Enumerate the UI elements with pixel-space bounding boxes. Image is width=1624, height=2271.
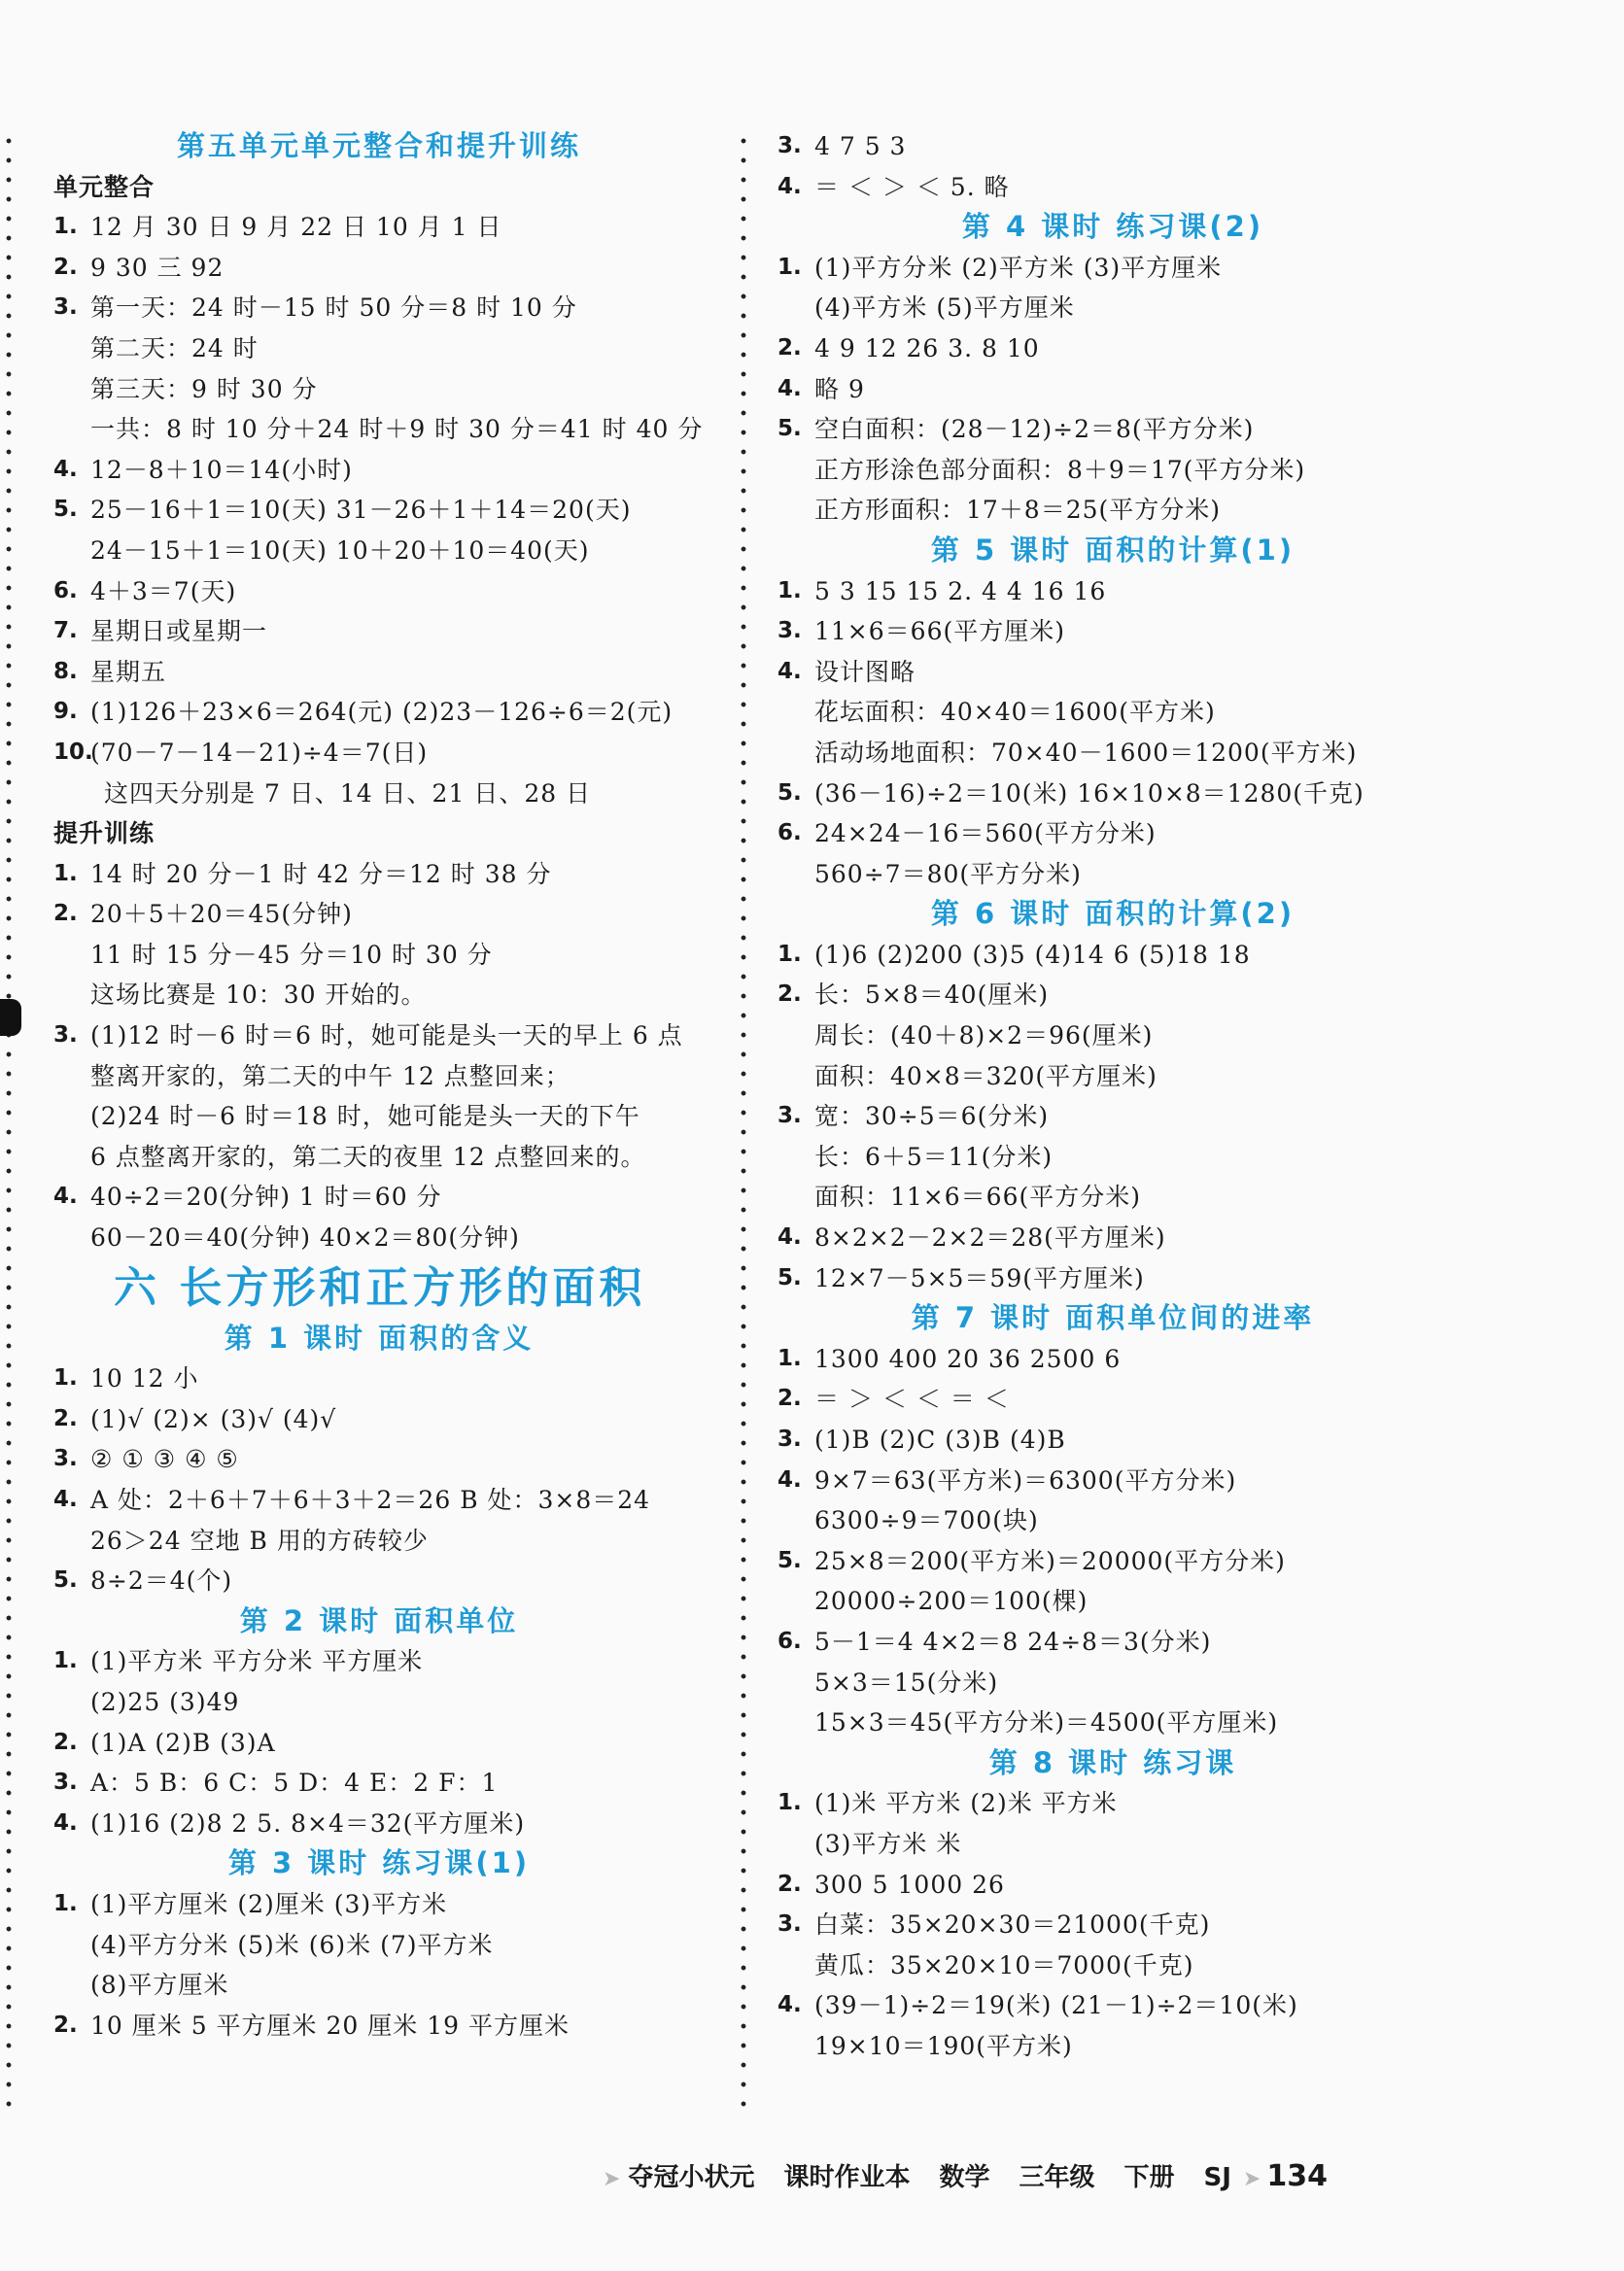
answer-text: 4 9 12 26 3. 8 10 [814,333,1040,362]
answer-line [777,369,1448,410]
answer-text: 300 5 1000 26 [814,1870,1005,1899]
answer-line [777,1339,1448,1380]
answer-line [777,733,1448,774]
answer-line [777,126,1448,167]
answer-text: 5－1＝4 4×2＝8 24÷8＝3(分米) [814,1627,1212,1656]
answer-line [53,1763,705,1804]
answer-text: 560÷7＝80(平方分米) [814,859,1082,888]
question-number: 2. [777,334,802,361]
lesson-title: 第 4 课时 练习课(2) [961,210,1264,244]
question-number: 4. [777,658,802,684]
answer-text: 略 9 [814,374,865,403]
answer-text: 11 时 15 分－45 分＝10 时 30 分 [90,940,493,969]
question-number: 5. [777,1547,802,1573]
answer-line [777,571,1448,612]
question-number: 3. [777,133,802,158]
answer-text: 长：6＋5＝11(分米) [814,1142,1054,1171]
answer-text: 15×3＝45(平方分米)＝4500(平方厘米) [814,1708,1279,1738]
answer-line [777,1622,1448,1663]
answer-line [777,1137,1448,1178]
section-heading: 提升训练 [53,819,155,848]
answer-text: 12－8＋10＝14(小时) [90,455,353,484]
answer-text: 第一天：24 时－15 时 50 分＝8 时 10 分 [90,293,577,323]
answer-line [777,1581,1448,1622]
answer-text: 面积：11×6＝66(平方分米) [814,1183,1141,1212]
answer-line [777,1500,1448,1541]
arrow-icon: ➤ [603,2167,621,2191]
answer-text: 这场比赛是 10：30 开始的。 [90,981,427,1010]
answer-text: 5×3＝15(分米) [814,1668,999,1697]
question-number: 3. [777,618,802,644]
answer-text: (1)平方厘米 (2)厘米 (3)平方米 [90,1889,448,1918]
footer-subject: 数学 [939,2163,990,2192]
question-number: 5. [777,1264,802,1290]
question-number: 1. [53,1365,78,1392]
answer-text: 14 时 20 分－1 时 42 分＝12 时 38 分 [90,859,552,888]
answer-text: (1)A (2)B (3)A [90,1728,276,1757]
arrow-icon: ➤ [1242,2167,1261,2191]
answer-line [777,1703,1448,1743]
answer-text: 第三天：9 时 30 分 [90,374,318,403]
question-number: 1. [777,941,802,967]
answer-text: ＝ ＞ ＜ ＜ ＝ ＜ [814,1385,1010,1414]
answer-line [777,167,1448,208]
answer-line [53,692,705,733]
question-number: 3. [777,1427,802,1452]
answer-line [777,1218,1448,1258]
question-number: 2. [53,1405,78,1431]
answer-line [53,531,705,571]
question-number: 1. [53,1890,78,1916]
question-number: 1. [53,1648,78,1674]
answer-line [53,409,705,450]
question-number: 1. [777,577,802,603]
answer-line [777,611,1448,652]
answer-text: 12×7－5×5＝59(平方厘米) [814,1263,1145,1292]
answer-text: 星期日或星期一 [90,617,268,646]
answer-text: (1)6 (2)200 (3)5 (4)14 6 (5)18 18 [814,940,1251,969]
question-number: 2. [53,254,78,280]
answer-text: (36－16)÷2＝10(米) 16×10×8＝1280(千克) [814,778,1365,808]
answer-text: 6 点整离开家的，第二天的夜里 12 点整回来的。 [90,1142,646,1171]
answer-text: (1)平方米 平方分米 平方厘米 [90,1647,424,1676]
answer-text: 设计图略 [814,657,916,686]
lesson-title: 第 1 课时 面积的含义 [224,1321,535,1355]
answer-line [777,1541,1448,1582]
answer-line [777,1461,1448,1501]
answer-text: (3)平方米 米 [814,1829,962,1858]
answer-line [53,774,705,814]
footer-volume: 下册 [1123,2163,1175,2192]
answer-text: (1)16 (2)8 2 5. 8×4＝32(平方厘米) [90,1808,526,1838]
answer-line [777,450,1448,491]
question-number: 2. [53,1729,78,1755]
answer-line [777,854,1448,895]
question-number: 3. [53,1022,78,1049]
answer-text: 白菜：35×20×30＝21000(千克) [814,1910,1211,1940]
answer-text: 11×6＝66(平方厘米) [814,617,1065,646]
question-number: 9. [53,699,78,725]
answer-line [53,450,705,491]
answer-text: 40÷2＝20(分钟) 1 时＝60 分 [90,1183,442,1212]
answer-text: (1)平方分米 (2)平方米 (3)平方厘米 [814,253,1223,282]
question-number: 5. [777,416,802,442]
question-number: 4. [777,1466,802,1493]
answer-text: 24×24－16＝560(平方分米) [814,819,1157,848]
answer-line [777,328,1448,369]
answer-text: 一共：8 时 10 分＋24 时＋9 时 30 分＝41 时 40 分 [90,415,704,444]
question-number: 6. [53,577,78,603]
answer-line [53,611,705,652]
answer-text: 正方形涂色部分面积：8＋9＝17(平方分米) [814,455,1306,484]
answer-text: 空白面积：(28－12)÷2＝8(平方分米) [814,415,1255,444]
answer-text: 20000÷200＝100(棵) [814,1587,1088,1616]
answer-text: (4)平方分米 (5)米 (6)米 (7)平方米 [90,1930,494,1959]
answer-text: ＝ ＜ ＞ ＜ 5. 略 [814,172,1010,201]
answer-text: (1)米 平方米 (2)米 平方米 [814,1789,1118,1818]
lesson-title: 第五单元单元整合和提升训练 [176,129,581,162]
answer-line [53,1015,705,1056]
question-number: 1. [777,1790,802,1816]
lesson-title: 第 2 课时 面积单位 [239,1603,519,1637]
question-number: 4. [53,1184,78,1210]
answer-text: 这四天分别是 7 日、14 日、21 日、28 日 [104,778,592,808]
answer-text: (1)126＋23×6＝264(元) (2)23－126÷6＝2(元) [90,698,674,727]
question-number: 6. [777,1628,802,1654]
chapter-title: 六 长方形和正方形的面积 [114,1262,646,1313]
answer-line [777,692,1448,733]
answer-text: 面积：40×8＝320(平方厘米) [814,1061,1158,1090]
answer-text: 25×8＝200(平方米)＝20000(平方分米) [814,1546,1286,1575]
answer-line [53,2006,705,2047]
answer-text: 4 7 5 3 [814,132,907,160]
answer-text: 9×7＝63(平方米)＝6300(平方分米) [814,1465,1237,1495]
answer-line [53,1177,705,1218]
lesson-title: 第 5 课时 面积的计算(1) [930,533,1296,567]
answer-line [777,774,1448,814]
question-number: 1. [777,1345,802,1371]
answer-line [777,652,1448,693]
question-number: 1. [53,860,78,886]
answer-line [777,490,1448,531]
footer-edition: SJ [1203,2163,1231,2192]
answer-text: 25－16＋1＝10(天) 31－26＋1＋14＝20(天) [90,496,632,525]
answer-text: 24－15＋1＝10(天) 10＋20＋10＝40(天) [90,535,590,565]
answer-text: 周长：(40＋8)×2＝96(厘米) [814,1021,1154,1050]
answer-text: (70－7－14－21)÷4＝7(日) [90,738,429,767]
question-number: 3. [777,1911,802,1938]
answer-line [777,1379,1448,1420]
answer-text: 8÷2＝4(个) [90,1566,233,1596]
answer-line [53,328,705,369]
answer-line [777,1783,1448,1824]
answer-text: 8×2×2－2×2＝28(平方厘米) [814,1223,1166,1253]
question-number: 2. [777,1871,802,1897]
question-number: 1. [53,214,78,240]
answer-line [777,1824,1448,1865]
question-number: 10. [53,739,93,765]
answer-line [777,1177,1448,1218]
lesson-title: 第 7 课时 面积单位间的进率 [911,1301,1315,1335]
question-number: 5. [53,1567,78,1594]
answer-line [777,1096,1448,1137]
question-number: 3. [53,1446,78,1472]
answer-line [777,288,1448,328]
footer-grade: 三年级 [1019,2163,1095,2192]
answer-text: 正方形面积：17＋8＝25(平方分米) [814,496,1222,525]
question-number: 4. [777,173,802,199]
answer-line [53,1439,705,1480]
answer-line [53,652,705,693]
question-number: 6. [777,820,802,846]
question-number: 2. [53,2012,78,2038]
answer-text: 黄瓜：35×20×10＝7000(千克) [814,1950,1194,1979]
answer-line [53,369,705,410]
binding-dots-middle [741,131,746,2114]
answer-line [53,1137,705,1178]
answer-line [53,1056,705,1097]
answer-line [777,409,1448,450]
answer-text: 12 月 30 日 9 月 22 日 10 月 1 日 [90,213,502,242]
answer-text: 5 3 15 15 2. 4 4 16 16 [814,576,1107,605]
answer-line [777,1905,1448,1945]
answer-text: 第二天：24 时 [90,333,259,362]
answer-text: (4)平方米 (5)平方厘米 [814,293,1075,323]
answer-text: 4＋3＝7(天) [90,576,237,605]
answer-text: 1300 400 20 36 2500 6 [814,1344,1122,1373]
answer-line [53,1884,705,1925]
answer-line [777,813,1448,854]
answer-text: 花坛面积：40×40＝1600(平方米) [814,698,1216,727]
question-number: 4. [53,1487,78,1512]
answer-text: (8)平方厘米 [90,1971,229,2000]
binding-dots-left [6,131,12,2114]
left-column [53,126,705,2046]
answer-text: (1)B (2)C (3)B (4)B [814,1426,1066,1454]
question-number: 5. [777,779,802,806]
answer-line [53,1925,705,1966]
question-number: 4. [53,456,78,482]
answer-text: 活动场地面积：70×40－1600＝1200(平方米) [814,738,1358,767]
answer-text: 星期五 [90,657,167,686]
answer-line [53,1561,705,1601]
answer-line [53,975,705,1015]
question-number: 2. [777,1386,802,1412]
answer-text: 9 30 三 92 [90,253,225,282]
answer-line [777,1945,1448,1986]
question-number: 4. [777,1224,802,1251]
answer-text: (1)12 时－6 时＝6 时，她可能是头一天的早上 6 点 [90,1021,683,1050]
lesson-title: 第 6 课时 面积的计算(2) [930,897,1296,931]
question-number: 3. [777,1103,802,1129]
lesson-title: 第 8 课时 练习课 [988,1745,1237,1779]
answer-line [53,1480,705,1521]
question-number: 2. [53,901,78,927]
answer-line [53,1641,705,1682]
answer-line [53,1723,705,1764]
answer-line [777,1865,1448,1906]
question-number: 2. [777,981,802,1008]
answer-line [777,1420,1448,1461]
answer-line [53,1965,705,2006]
answer-line [53,248,705,289]
question-number: 3. [53,1770,78,1796]
footer-book: 课时作业本 [783,2163,911,2192]
answer-line [777,248,1448,289]
answer-text: 26＞24 空地 B 用的方砖较少 [90,1526,429,1555]
answer-line [53,1218,705,1258]
answer-line [53,733,705,774]
answer-line [53,1682,705,1723]
question-number: 4. [777,375,802,401]
question-number: 5. [53,497,78,523]
answer-text: 10 厘米 5 平方厘米 20 厘米 19 平方厘米 [90,2011,570,2040]
page-footer [603,2152,1328,2201]
answer-text: (1)√ (2)× (3)√ (4)√ [90,1404,337,1433]
lesson-title: 第 3 课时 练习课(1) [227,1846,531,1880]
footer-brand: 夺冠小状元 [628,2163,755,2192]
answer-line [777,1985,1448,2026]
answer-line [53,894,705,935]
question-number: 3. [53,294,78,321]
answer-line [777,1663,1448,1703]
answer-line [777,2026,1448,2067]
answer-text: A：5 B：6 C：5 D：4 E：2 F：1 [90,1769,499,1798]
answer-text: 长：5×8＝40(厘米) [814,981,1050,1010]
question-number: 4. [53,1809,78,1836]
section-heading: 单元整合 [53,172,155,201]
answer-line [53,490,705,531]
question-number: 1. [777,254,802,280]
answer-text: (2)24 时－6 时＝18 时，她可能是头一天的下午 [90,1102,640,1131]
scan-mark [0,999,21,1036]
answer-line [53,1096,705,1137]
answer-line [777,1258,1448,1299]
answer-text: 10 12 小 [90,1364,199,1394]
answer-line [53,288,705,328]
answer-line [53,935,705,976]
answer-line [53,1804,705,1844]
question-number: 7. [53,618,78,644]
answer-line [777,975,1448,1015]
answer-line [53,207,705,248]
answer-line [53,571,705,612]
answer-text: 整离开家的，第二天的中午 12 点整回来； [90,1061,570,1090]
answer-text: 19×10＝190(平方米) [814,2031,1073,2060]
page-number: 134 [1266,2159,1328,2193]
answer-line [777,935,1448,976]
answer-text: (39－1)÷2＝19(米) (21－1)÷2＝10(米) [814,1991,1298,2020]
answer-line [777,1015,1448,1056]
answer-line [53,1359,705,1399]
answer-line [777,1056,1448,1097]
answer-text: A 处：2＋6＋7＋6＋3＋2＝26 B 处：3×8＝24 [90,1486,651,1514]
question-number: 4. [777,1992,802,2018]
right-column [777,126,1448,2067]
answer-text: 60－20＝40(分钟) 40×2＝80(分钟) [90,1223,520,1253]
answer-line [53,854,705,895]
answer-text: 20＋5＋20＝45(分钟) [90,900,353,929]
answer-line [53,1521,705,1562]
answer-line [53,1399,705,1440]
question-number: 8. [53,658,78,684]
answer-text: ② ① ③ ④ ⑤ [90,1445,239,1474]
answer-text: 宽：30÷5＝6(分米) [814,1102,1050,1131]
answer-text: 6300÷9＝700(块) [814,1506,1039,1535]
answer-text: (2)25 (3)49 [90,1687,240,1716]
